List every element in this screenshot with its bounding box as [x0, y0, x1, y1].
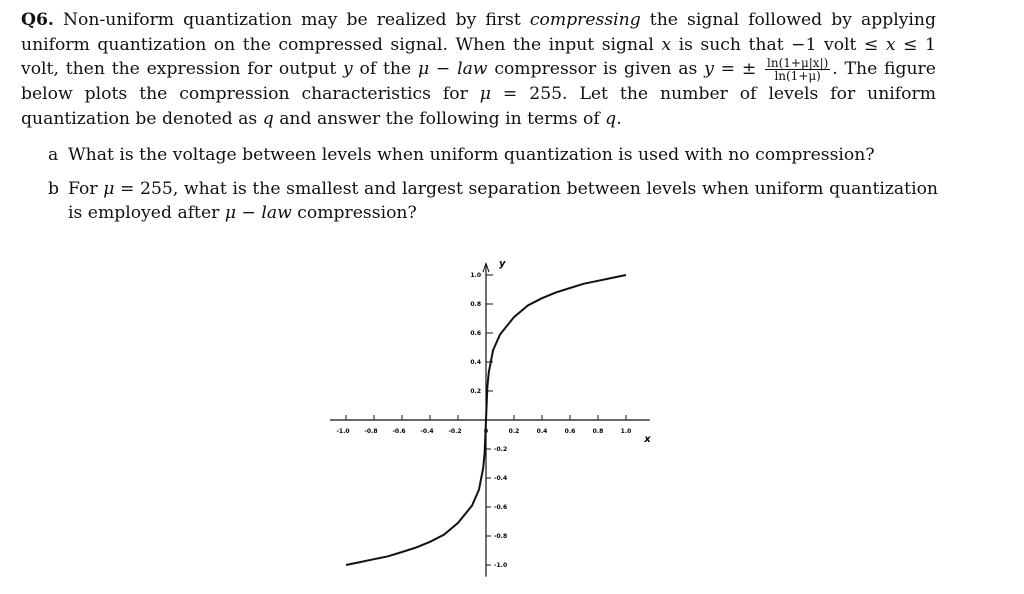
x-tick-label: -1.0 — [336, 428, 350, 435]
fraction-denominator: ln(1+μ) — [774, 69, 821, 83]
emphasis-text: compressing — [529, 10, 641, 30]
y-tick-label: 0.8 — [470, 301, 481, 308]
x-tick-label: -0.2 — [448, 428, 462, 435]
y-tick-label: -0.8 — [494, 533, 508, 540]
question-text: compressor is given as — [494, 59, 698, 79]
math-var: q — [605, 108, 617, 129]
formula-fraction — [765, 57, 830, 82]
math-var: y — [343, 59, 353, 79]
math-var: y — [704, 59, 714, 79]
item-text-part: compression? — [297, 203, 417, 223]
math-var: x — [885, 34, 896, 55]
question-label: Q6. — [21, 10, 54, 30]
compression-chart — [330, 250, 660, 580]
math-var: x — [661, 34, 672, 55]
x-tick-label: -0.8 — [364, 428, 378, 435]
question-text: Non-uniform quantization may be realized by first — [62, 10, 521, 30]
y-tick-label: 0.2 — [470, 388, 481, 395]
item-text: What is the voltage between levels when uniform quantization is used with no compression? — [68, 145, 875, 165]
x-tick-label: -0.4 — [420, 428, 434, 435]
item-text-part: = 255, what is the smallest and largest separation between levels when uniform quantization is employed after — [68, 179, 938, 223]
x-tick-label: 0 — [483, 428, 489, 435]
question-text: is such that −1 volt ≤ — [678, 34, 879, 55]
question-paragraph — [21, 8, 936, 131]
question-text: the signal followed by applying uniform quantization on the compressed signal. When the input signal — [21, 10, 936, 55]
item-text-part: For — [68, 179, 98, 199]
math-mulaw: μ − law — [417, 59, 488, 79]
y-tick-label: -0.4 — [494, 475, 508, 482]
math-mulaw: μ − law — [224, 203, 292, 223]
x-tick-label: 0.4 — [536, 428, 548, 435]
y-tick-label: -1.0 — [494, 562, 508, 569]
x-tick-label: 0.6 — [564, 428, 576, 435]
question-text: . — [616, 108, 622, 129]
y-tick-label: -0.6 — [494, 504, 508, 511]
y-tick-label: -0.2 — [494, 446, 508, 453]
x-axis-label: x — [644, 434, 651, 445]
chart-axes — [330, 263, 650, 576]
y-tick-label: 0.6 — [470, 330, 481, 337]
question-text: . The figure below plots the compression characteristics for — [21, 59, 936, 104]
math-var: μ — [479, 84, 491, 104]
question-text: of the — [359, 59, 412, 79]
y-tick-label: 1.0 — [470, 272, 481, 279]
math-op: = ± — [720, 59, 757, 79]
x-tick-label: -0.6 — [392, 428, 406, 435]
sub-questions — [48, 143, 938, 235]
x-tick-label: 1.0 — [620, 428, 632, 435]
y-tick-label: 0.4 — [470, 359, 481, 366]
item-label: b — [48, 179, 60, 199]
x-tick-label: 0.2 — [508, 428, 520, 435]
item-text — [68, 177, 938, 225]
sub-question-b — [48, 177, 938, 225]
question-text: ≤ 1 volt, then the expression for output — [21, 34, 936, 79]
x-tick-label: 0.8 — [592, 428, 604, 435]
math-var: q — [262, 108, 274, 129]
math-var: μ — [103, 179, 115, 199]
sub-question-a — [48, 143, 938, 167]
fraction-numerator: ln(1+μ|x|) — [767, 56, 829, 70]
question-text: and answer the following in terms of — [279, 108, 600, 129]
item-label: a — [48, 145, 59, 165]
question-text: = 255. Let the number of levels for uniform quantization be denoted as — [21, 84, 936, 129]
y-axis-label: y — [499, 258, 506, 270]
